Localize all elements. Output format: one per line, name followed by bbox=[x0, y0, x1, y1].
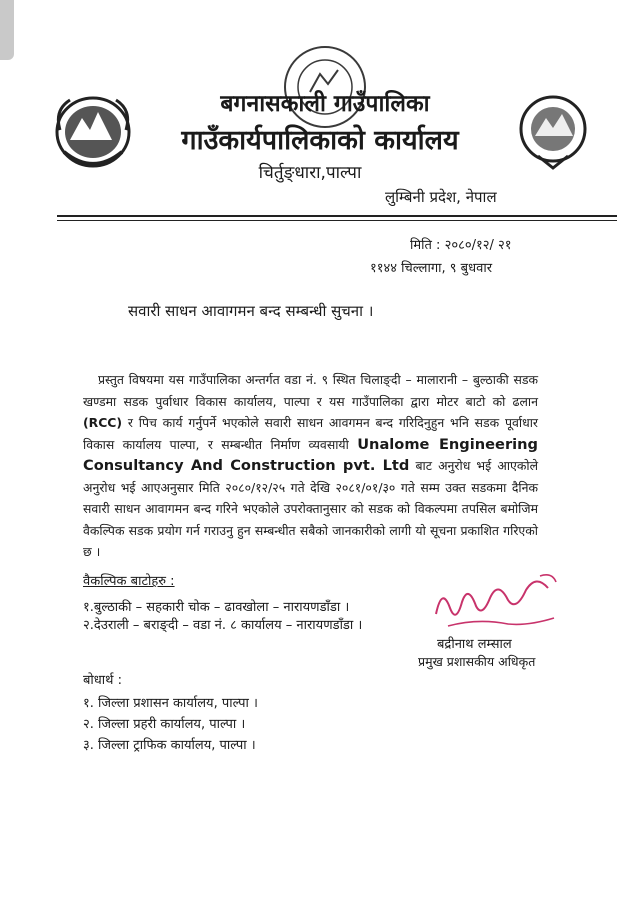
letter-date: मिति : २०८०/१२/ २१ bbox=[410, 238, 512, 253]
header-divider bbox=[57, 215, 617, 217]
notice-subject: सवारी साधन आवागमन बन्द सम्बन्धी सुचना । bbox=[128, 302, 374, 320]
province-country: लुम्बिनी प्रदेश, नेपाल bbox=[385, 188, 497, 206]
nepal-emblem-logo bbox=[50, 90, 136, 180]
cc-heading: बोधार्थ : bbox=[83, 673, 122, 688]
municipality-seal-logo bbox=[518, 94, 588, 170]
body-text-3: बाट अनुरोध भई आएकोले अनुरोध भई आएअनुसार मिति २०८०/१२/२५ गते देखि २०८१/०१/३० गते सम्म उक्त सडकमा दैनिक सवारी साधन आवागमन बन्द गरिने भएकोले उपरोक्तानुसार को सडक को विकल्पमा तपसिल बमोजिम वैकल्पिक सडक प्रयोग गर्न गराउनु हुन सम्बन्धीत सबैको जानकारीको लागी यो सूचना प्रकाशित गरिएको छ । bbox=[83, 458, 538, 559]
handwritten-signature bbox=[428, 568, 563, 640]
header-divider-thin bbox=[57, 220, 617, 221]
office-title: गाउँकार्यपालिकाको कार्यालय bbox=[181, 125, 459, 156]
notice-body bbox=[83, 369, 538, 563]
signatory-name: बद्रीनाथ लम्साल bbox=[437, 637, 512, 652]
office-location: चिर्तुङ्धारा,पाल्पा bbox=[258, 163, 362, 183]
signatory-title: प्रमुख प्रशासकीय अधिकृत bbox=[418, 654, 536, 669]
cc-item-3: ३. जिल्ला ट्राफिक कार्यालय, पाल्पा । bbox=[83, 738, 256, 753]
alternative-route-1: १.बुल्ठाकी – सहकारी चोक – ढावखोला – नारायणडाँडा । bbox=[83, 600, 350, 615]
body-text-1: प्रस्तुत विषयमा यस गाउँपालिका अन्तर्गत वडा नं. ९ स्थित चिलाङ्दी – मालारानी – बुल्ठाकी सडक खण्डमा सडक पुर्वाधार विकास कार्यालय, पाल्पा र यस गाउँपालिका द्वारा मोटर बाटो को ढलान bbox=[83, 372, 538, 409]
body-rcc: (RCC) bbox=[83, 415, 123, 430]
alternatives-heading: वैकल्पिक बाटोहरु : bbox=[83, 574, 175, 589]
page-edge-tab bbox=[0, 0, 14, 60]
contractor-name: Unalome Engineering Consultancy And Construction pvt. Ltd bbox=[83, 435, 538, 474]
alternative-route-2: २.देउराली – बराङ्दी – वडा नं. ८ कार्यालय – नारायणडाँडा । bbox=[83, 618, 363, 633]
cc-item-2: २. जिल्ला प्रहरी कार्यालय, पाल्पा । bbox=[83, 717, 246, 732]
dispatch-number: ११४४ चिल्लागा, ९ बुधवार bbox=[370, 261, 493, 276]
municipality-name: बगनासकाली गाउँपालिका bbox=[220, 91, 430, 117]
cc-item-1: १. जिल्ला प्रशासन कार्यालय, पाल्पा । bbox=[83, 696, 258, 711]
body-text-2: र पिच कार्य गर्नुपर्ने भएकोले सवारी साधन आवगमन बन्द गरिदिनुहुन भनि सडक पूर्वाधार विकास कार्यालय पाल्पा, र सम्बन्धीत निर्माण व्यवसायी bbox=[83, 415, 538, 452]
